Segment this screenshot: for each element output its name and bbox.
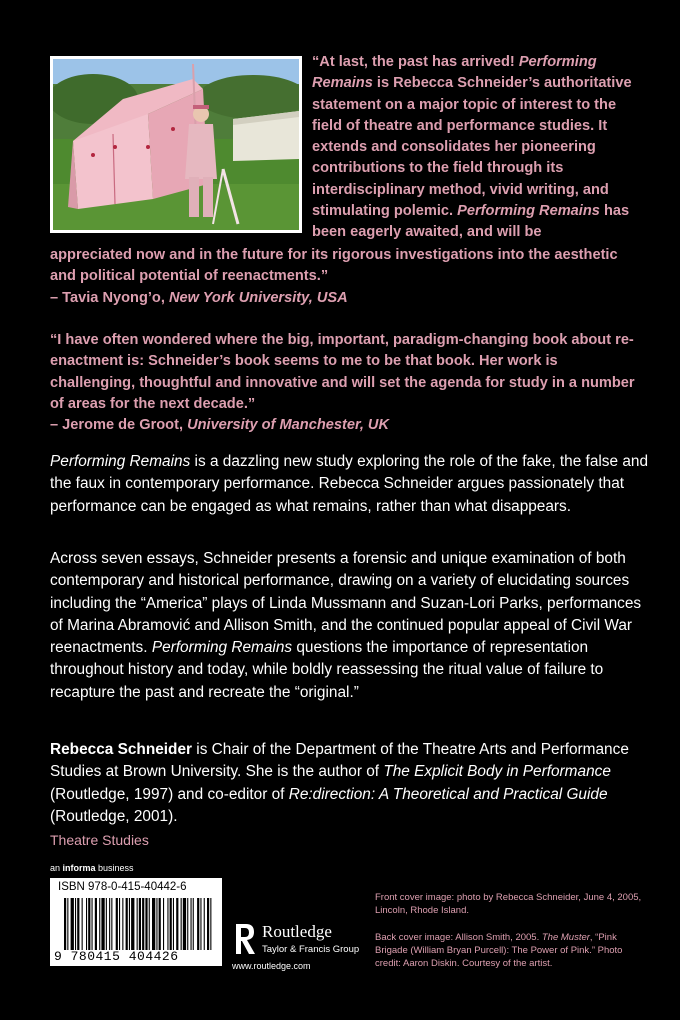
barcode-bar xyxy=(170,898,172,950)
barcode-bar xyxy=(131,898,134,950)
back-credit-text-a: Back cover image: Allison Smith, 2005. xyxy=(375,932,542,943)
barcode-bar xyxy=(149,898,150,950)
barcode-bar xyxy=(173,898,174,950)
barcode-bar xyxy=(116,898,118,950)
barcode-bar xyxy=(106,898,107,950)
para-2-text-a: Across seven essays, Schneider presents a forensic and unique examination of both contemporary and historical performance, drawing on a variety of elucidating sources including the “America” plays of Linda Mussmann and Suzan-Lori Parks, performances of Marina Abramović and Allison Smith, and the continued popular appeal of Civil War reenactments. xyxy=(50,550,642,657)
barcode-bar xyxy=(204,898,205,950)
barcode-bar xyxy=(99,898,100,950)
quote-1-continuation xyxy=(50,245,640,309)
author-bio xyxy=(50,739,650,828)
quote-1 xyxy=(312,52,642,244)
quote-1-attribution-affiliation: New York University, USA xyxy=(168,289,348,306)
barcode-bar xyxy=(137,898,138,950)
barcode-bar xyxy=(159,898,161,950)
barcode-bar xyxy=(156,898,157,950)
barcode-bar xyxy=(200,898,201,950)
author-name: Rebecca Schneider xyxy=(50,741,193,758)
barcode-bar xyxy=(77,898,79,950)
quote-2-attribution-affiliation: University of Manchester, UK xyxy=(187,417,390,434)
barcode-bar xyxy=(183,898,186,950)
barcode-bar xyxy=(92,898,93,950)
cover-photo-illustration xyxy=(53,59,299,230)
quote-1-attribution-name: – Tavia Nyong’o, xyxy=(50,289,169,306)
quote-1-text-b: is Rebecca Schneider’s authoritative statement on a major topic of interest to the field of theatre and performance studies. It extends and consolidates her pioneering contributions to the field through its interdisciplinary method, vivid writing, and stimulating polemic. xyxy=(312,75,632,220)
front-cover-credit: Front cover image: photo by Rebecca Schneider, June 4, 2005, Lincoln, Rhode Island. xyxy=(375,892,642,916)
isbn-label: ISBN 978-0-415-40442-6 xyxy=(58,881,187,893)
quote-1-text-d: appreciated now and in the future for its rigorous investigations into the aesthetic and political potential of reenactments.” xyxy=(50,247,618,285)
publisher-group: Taylor & Francis Group xyxy=(262,944,360,955)
quote-1-text-a: “At last, the past has arrived! xyxy=(312,54,519,70)
barcode-bar xyxy=(126,898,128,950)
barcode-bar xyxy=(122,898,123,950)
barcode-bar xyxy=(86,898,87,950)
back-credit-title: The Muster xyxy=(541,932,590,943)
barcode-bars xyxy=(64,898,214,950)
publisher-url: www.routledge.com xyxy=(232,961,311,971)
barcode-bar xyxy=(163,898,164,950)
barcode-bar xyxy=(145,898,147,950)
back-credit-text-b: , “Pink Brigade (William Bryan Purcell): The Power of Pink.” Photo credit: Aaron Diskin. Courtesy of the artist. xyxy=(375,932,623,969)
barcode-bar xyxy=(176,898,178,950)
barcode-bar xyxy=(67,898,68,950)
book-title-2: Re:direction: A Theoretical and Practical Guide xyxy=(288,785,608,803)
description-paragraph-1 xyxy=(50,451,650,518)
barcode-bar xyxy=(167,898,168,950)
barcode-bar xyxy=(210,898,211,950)
barcode-bar xyxy=(187,898,188,950)
barcode-bar xyxy=(139,898,141,950)
barcode-bar xyxy=(129,898,130,950)
quote-1-text-c: has been eagerly awaited, and will be xyxy=(312,203,630,241)
barcode-bar xyxy=(82,898,83,950)
para-1-title: Performing Remains xyxy=(50,453,191,470)
quote-1-title-2: Performing Remains xyxy=(457,203,600,220)
barcode-bar xyxy=(64,898,66,950)
barcode-bar xyxy=(95,898,97,950)
isbn-barcode xyxy=(50,878,222,966)
informa-tagline xyxy=(50,863,134,873)
publisher-name: Routledge xyxy=(262,922,332,941)
book-title-1: The Explicit Body in Performance xyxy=(383,763,611,781)
barcode-bar xyxy=(101,898,104,950)
para-1-text: is a dazzling new study exploring the role of the fake, the false and the faux in contemporary performance. Rebecca Schneider argues passionately that performance can be engaged as what remains, rather than what disappears. xyxy=(50,453,649,515)
subject-category: Theatre Studies xyxy=(50,832,149,848)
barcode-digits: 9 780415 404426 xyxy=(54,949,179,964)
routledge-logo-icon xyxy=(232,920,258,958)
barcode-bar xyxy=(197,898,199,950)
quote-2-text: “I have often wondered where the big, important, paradigm-changing book about re-enactment is: Schneider’s book seems to me to be that book. Her work is challenging, thoughtful and innovative and will set the agenda for study in a number of areas for the next decade.” xyxy=(50,332,635,412)
barcode-bar xyxy=(119,898,120,950)
author-bio-text-a: is Chair of the Department of the Theatre Arts and Performance Studies at Brown University. She is the author of xyxy=(50,741,629,781)
informa-brand: informa xyxy=(62,863,96,873)
description-paragraph-2 xyxy=(50,548,650,704)
quote-1-title: Performing Remains xyxy=(312,54,597,92)
barcode-bar xyxy=(109,898,110,950)
back-cover-credit xyxy=(375,931,645,970)
para-2-text-b: questions the importance of representation throughout history and today, while boldly reassessing the ritual value of failure to recapture the past and recreate the “original.” xyxy=(50,639,604,701)
barcode-bar xyxy=(181,898,182,950)
barcode-bar xyxy=(207,898,209,950)
barcode-bar xyxy=(71,898,74,950)
quote-2-attribution xyxy=(50,415,640,436)
author-bio-text-b: (Routledge, 1997) and co-editor of xyxy=(50,785,289,803)
barcode-bar xyxy=(152,898,155,950)
barcode-bar xyxy=(75,898,76,950)
author-bio-text-c: (Routledge, 2001). xyxy=(50,807,178,825)
quote-2-attribution-name: – Jerome de Groot, xyxy=(50,417,188,434)
informa-prefix: an xyxy=(50,863,63,873)
barcode-bar xyxy=(88,898,90,950)
informa-suffix: business xyxy=(95,863,134,873)
barcode-bar xyxy=(111,898,112,950)
barcode-bar xyxy=(191,898,192,950)
cover-photo xyxy=(50,56,302,233)
quote-2 xyxy=(50,330,640,436)
barcode-bar xyxy=(142,898,144,950)
quote-1-attribution xyxy=(50,288,640,309)
barcode-bar xyxy=(193,898,194,950)
para-2-title: Performing Remains xyxy=(151,639,293,657)
